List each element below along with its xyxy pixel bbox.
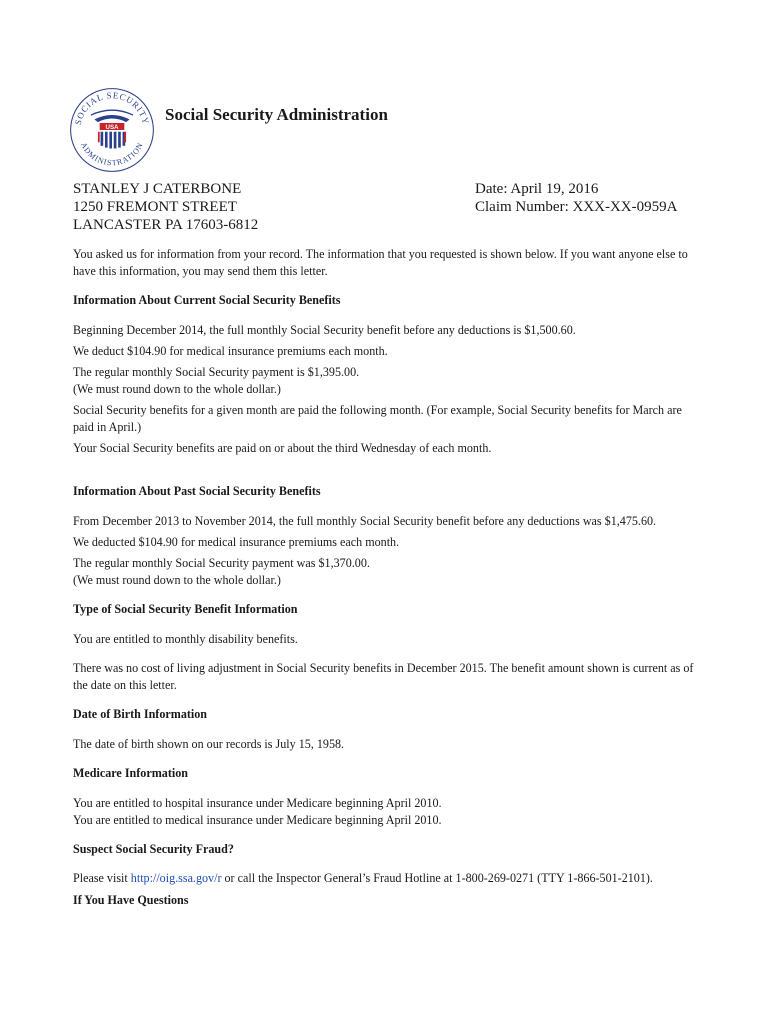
medicare-heading: Medicare Information [73,766,188,780]
current-rounding-note: (We must round down to the whole dollar.) [73,382,281,396]
past-benefits-line: From December 2013 to November 2014, the full monthly Social Security benefit before any deductions was $1,475.60. [73,514,657,528]
svg-text:ADMINISTRATION: ADMINISTRATION [78,140,146,168]
dob-heading: Date of Birth Information [73,707,208,721]
oig-link[interactable]: http://oig.ssa.gov/r [130,871,222,885]
recipient-address [73,180,258,234]
svg-text:SOCIAL SECURITY: SOCIAL SECURITY [72,90,152,126]
letter-meta [475,180,677,216]
svg-text:USA: USA [105,124,119,132]
current-benefits-line: Beginning December 2014, the full monthly Social Security benefit before any deductions is $1,500.60. [73,323,576,337]
payment-day-line: Your Social Security benefits are paid on or about the third Wednesday of each month. [73,441,492,455]
past-payment-line: The regular monthly Social Security payment was $1,370.00. [73,556,370,570]
intro-paragraph: You asked us for information from your record. The information that you requested is shown below. If you want anyone else to have this information, you may send them this letter. [73,247,688,278]
ssa-seal-logo [68,86,156,174]
fraud-heading: Suspect Social Security Fraud? [73,842,234,856]
fraud-pre-text: Please visit [73,871,131,885]
payment-timing-line: Social Security benefits for a given month are paid the following month. (For example, Social Security benefits for March are paid in April.) [73,403,682,434]
medicare-hospital-line: You are entitled to hospital insurance under Medicare beginning April 2010. [73,796,442,810]
current-benefits-heading: Information About Current Social Security Benefits [73,293,341,307]
past-rounding-note: (We must round down to the whole dollar.) [73,573,281,587]
recipient-name: STANLEY J CATERBONE [73,181,242,197]
fraud-post-text: or call the Inspector General’s Fraud Hotline at 1-800-269-0271 (TTY 1-866-501-2101). [221,871,653,885]
agency-name: Social Security Administration [165,105,388,124]
letter-body [73,246,703,909]
claim-number: Claim Number: XXX-XX-0959A [475,199,678,215]
questions-heading: If You Have Questions [73,893,189,907]
recipient-street: 1250 FREMONT STREET [73,199,237,215]
current-payment-line: The regular monthly Social Security payment is $1,395.00. [73,365,360,379]
benefit-type-line: You are entitled to monthly disability benefits. [73,632,298,646]
past-benefits-heading: Information About Past Social Security Benefits [73,484,321,498]
benefit-type-heading: Type of Social Security Benefit Information [73,602,298,616]
recipient-city: LANCASTER PA 17603-6812 [73,217,259,233]
fraud-line [73,870,703,887]
dob-line: The date of birth shown on our records is July 15, 1958. [73,737,345,751]
medicare-medical-line: You are entitled to medical insurance under Medicare beginning April 2010. [73,813,442,827]
letter-date: Date: April 19, 2016 [475,181,599,197]
cola-line: There was no cost of living adjustment in Social Security benefits in December 2015. The benefit amount shown is current as of the date on this letter. [73,661,694,692]
current-deduction-line: We deduct $104.90 for medical insurance premiums each month. [73,344,388,358]
past-deduction-line: We deducted $104.90 for medical insurance premiums each month. [73,535,400,549]
